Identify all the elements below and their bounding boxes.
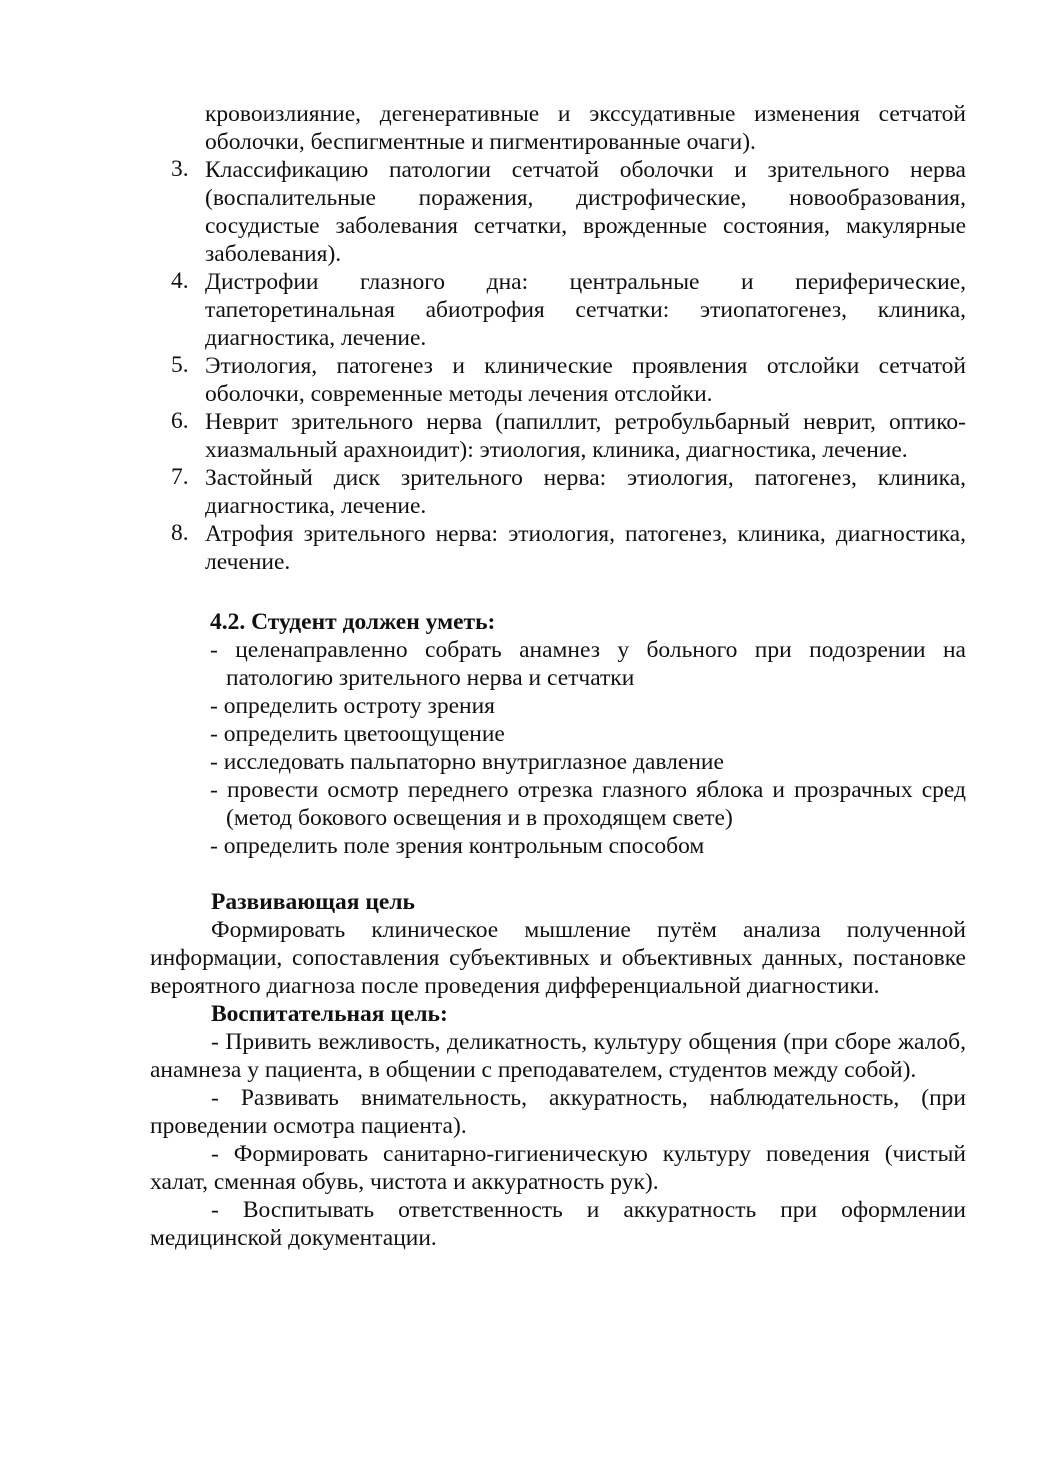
skill-item: - исследовать пальпаторно внутриглазное давление — [210, 749, 724, 775]
skills-heading: 4.2. Студент должен уметь: — [210, 609, 496, 635]
developmental-goal-heading: Развивающая цель — [211, 889, 415, 915]
list-item-continuation — [150, 100, 966, 156]
list-item-number: 7. — [171, 464, 189, 490]
list-item — [150, 464, 966, 520]
educational-goal-item: - Развивать внимательность, аккуратность, наблюдательность, (при проведении осмотра пациента). — [150, 1085, 966, 1139]
numbered-list — [150, 100, 966, 576]
educational-goal-heading: Воспитательная цель: — [211, 1001, 448, 1027]
skill-item: - целенаправленно собрать анамнез у больного при подозрении на патологию зрительного нерва и сетчатки — [210, 637, 966, 691]
skill-item: - определить поле зрения контрольным способом — [210, 833, 705, 859]
list-item — [150, 156, 966, 268]
educational-goal-item: - Привить вежливость, деликатность, культуру общения (при сборе жалоб, анамнеза у пациента, в общении с преподавателем, студентов между собой). — [150, 1029, 966, 1083]
skills-section — [210, 608, 966, 860]
educational-goal-item: - Воспитывать ответственность и аккуратность при оформлении медицинской документации. — [150, 1197, 966, 1251]
list-item-number: 8. — [171, 520, 189, 546]
skill-item: - определить остроту зрения — [210, 693, 495, 719]
list-item-number: 6. — [171, 408, 189, 434]
list-item-text: Застойный диск зрительного нерва: этиология, патогенез, клиника, диагностика, лечение. — [205, 465, 966, 519]
developmental-goal-text: Формировать клиническое мышление путём анализа полученной информации, сопоставления субъективных и объективных данных, постановке вероятного диагноза после проведения дифференциальной диагностики. — [150, 917, 966, 999]
list-item-text: Атрофия зрительного нерва: этиология, патогенез, клиника, диагностика, лечение. — [205, 521, 966, 575]
list-item — [150, 268, 966, 352]
list-item-number: 4. — [171, 268, 189, 294]
list-item-text: Классификацию патологии сетчатой оболочки и зрительного нерва (воспалительные поражения, дистрофические, новообразования, сосудистые заболевания сетчатки, врожденные состояния, макулярные заболевания). — [205, 157, 966, 267]
list-item — [150, 408, 966, 464]
list-item-number: 5. — [171, 352, 189, 378]
educational-goal-item: - Формировать санитарно-гигиеническую культуру поведения (чистый халат, сменная обувь, чистота и аккуратность рук). — [150, 1141, 966, 1195]
list-item — [150, 352, 966, 408]
list-item-text: кровоизлияние, дегенеративные и экссудативные изменения сетчатой оболочки, беспигментные и пигментированные очаги). — [205, 101, 966, 155]
list-item-text: Этиология, патогенез и клинические проявления отслойки сетчатой оболочки, современные методы лечения отслойки. — [205, 353, 966, 407]
list-item-number: 3. — [171, 156, 189, 182]
skill-item: - провести осмотр переднего отрезка глазного яблока и прозрачных сред (метод бокового освещения и в проходящем свете) — [210, 777, 966, 831]
list-item-text: Неврит зрительного нерва (папиллит, ретробульбарный неврит, оптико-хиазмальный арахноидит): этиология, клиника, диагностика, лечение. — [205, 409, 966, 463]
list-item-text: Дистрофии глазного дна: центральные и периферические, тапеторетинальная абиотрофия сетчатки: этиопатогенез, клиника, диагностика, лечение. — [205, 269, 966, 351]
goals-section — [150, 888, 966, 1252]
skill-item: - определить цветоощущение — [210, 721, 505, 747]
list-item — [150, 520, 966, 576]
